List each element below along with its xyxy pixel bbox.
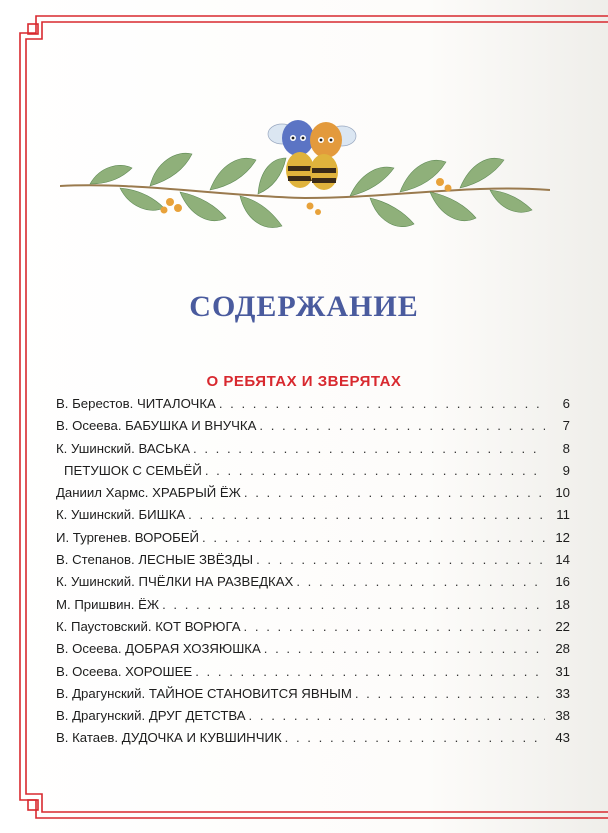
toc-author: Даниил Хармс. xyxy=(56,485,149,501)
toc-entry xyxy=(56,485,570,507)
two-bees-on-leafy-branch-icon xyxy=(60,118,550,248)
toc-author: М. Пришвин. xyxy=(56,596,135,612)
toc-author: В. Драгунский. xyxy=(56,685,146,701)
toc-entry xyxy=(56,664,570,686)
toc-author: В. Катаев. xyxy=(56,730,119,746)
toc-title: ТАЙНОЕ СТАНОВИТСЯ ЯВНЫМ xyxy=(148,685,352,701)
toc-entry xyxy=(56,686,570,708)
toc-page-number: 33 xyxy=(555,685,570,701)
toc-author: К. Ушинский. xyxy=(56,507,135,523)
toc-page-number: 28 xyxy=(555,641,570,657)
toc-entry xyxy=(56,574,570,596)
section-title: О РЕБЯТАХ И ЗВЕРЯТАХ xyxy=(206,373,402,390)
toc-page-number: 9 xyxy=(562,462,570,478)
toc-page-number: 16 xyxy=(555,574,570,590)
toc-page-number: 43 xyxy=(555,730,570,746)
toc-page-number: 31 xyxy=(555,663,570,679)
page-title: СОДЕРЖАНИЕ xyxy=(189,290,419,323)
toc-title: ЁЖ xyxy=(138,596,160,612)
toc-page-number: 22 xyxy=(555,618,570,634)
toc-page-number: 38 xyxy=(555,708,570,724)
toc-title: ХОРОШЕЕ xyxy=(125,663,193,679)
toc-title: ДОБРАЯ ХОЗЯЮШКА xyxy=(125,641,261,657)
toc-entry xyxy=(56,619,570,641)
toc-author: И. Тургенев. xyxy=(56,529,132,545)
toc-entry xyxy=(56,708,570,730)
toc-entry xyxy=(56,552,570,574)
toc-page-number: 18 xyxy=(555,596,570,612)
toc-title: ВОРОБЕЙ xyxy=(134,529,200,545)
toc-author: В. Осеева. xyxy=(56,418,122,434)
toc-entry xyxy=(56,597,570,619)
toc-entry xyxy=(56,441,570,463)
toc-author: В. Осеева. xyxy=(56,641,122,657)
toc-author: К. Паустовский. xyxy=(56,618,152,634)
toc-author: К. Ушинский. xyxy=(56,574,135,590)
toc-title: КОТ ВОРЮГА xyxy=(155,618,241,634)
toc-page-number: 14 xyxy=(555,552,570,568)
toc-page-number: 12 xyxy=(555,529,570,545)
toc-title: ПЧЁЛКИ НА РАЗВЕДКАХ xyxy=(138,574,294,590)
toc-author: В. Берестов. xyxy=(56,396,134,411)
toc-title: ЛЕСНЫЕ ЗВЁЗДЫ xyxy=(138,552,254,568)
toc-author: К. Ушинский. xyxy=(56,440,135,456)
toc-entry xyxy=(56,730,570,752)
toc-title: ВАСЬКА xyxy=(138,440,190,456)
toc-entry xyxy=(56,530,570,552)
toc-title: ДРУГ ДЕТСТВА xyxy=(148,708,246,724)
toc-entry xyxy=(56,463,570,485)
toc-entry xyxy=(56,396,570,418)
toc-title: ДУДОЧКА И КУВШИНЧИК xyxy=(121,730,282,746)
table-of-contents xyxy=(56,396,570,753)
toc-page-number: 7 xyxy=(562,418,570,434)
toc-page-number: 6 xyxy=(562,396,570,411)
toc-title: ПЕТУШОК С СЕМЬЁЙ xyxy=(64,462,202,478)
toc-entry xyxy=(56,641,570,663)
toc-title: ХРАБРЫЙ ЁЖ xyxy=(152,485,241,501)
toc-author: В. Осеева. xyxy=(56,663,122,679)
toc-title: БИШКА xyxy=(138,507,186,523)
toc-title: БАБУШКА И ВНУЧКА xyxy=(125,418,257,434)
toc-author: В. Драгунский. xyxy=(56,708,146,724)
toc-title: ЧИТАЛОЧКА xyxy=(136,396,216,411)
toc-page-number: 8 xyxy=(562,440,570,456)
toc-author: В. Степанов. xyxy=(56,552,135,568)
toc-entry xyxy=(56,418,570,440)
toc-page-number: 10 xyxy=(555,485,570,501)
toc-page-number: 11 xyxy=(556,507,570,523)
toc-entry xyxy=(56,507,570,529)
